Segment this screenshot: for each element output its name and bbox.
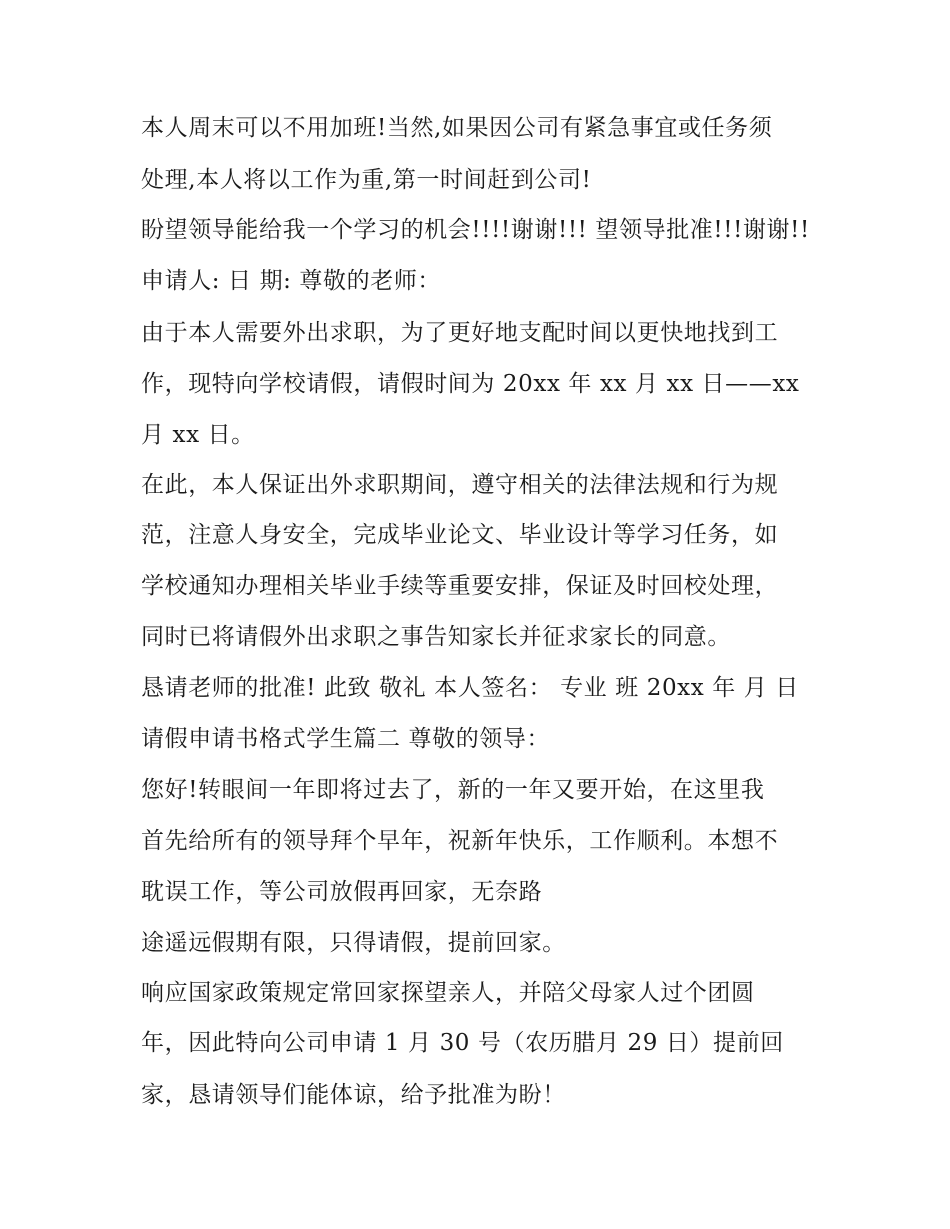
- paragraph-line: 处理,本人将以工作为重,第一时间赶到公司!: [141, 167, 592, 193]
- paragraph-line: 作，现特向学校请假，请假时间为 20xx 年 xx 月 xx 日——xx: [141, 371, 800, 397]
- paragraph-line: 请假申请书格式学生篇二 尊敬的领导：: [141, 726, 551, 752]
- paragraph-line: 您好!转眼间一年即将过去了，新的一年又要开始，在这里我: [141, 777, 765, 803]
- paragraph-line: 恳请老师的批准! 此致 敬礼 本人签名： 专业 班 20xx 年 月 日: [141, 675, 799, 701]
- paragraph-line: 本人周末可以不用加班!当然,如果因公司有紧急事宜或任务须: [141, 115, 773, 141]
- paragraph-line: 同时已将请假外出求职之事告知家长并征求家长的同意。: [141, 624, 731, 650]
- paragraph-line: 途遥远假期有限，只得请假，提前回家。: [141, 930, 566, 956]
- paragraph-line: 响应国家政策规定常回家探望亲人，并陪父母家人过个团圆: [141, 980, 755, 1006]
- paragraph-line: 在此，本人保证出外求职期间，遵守相关的法律法规和行为规: [141, 472, 779, 498]
- paragraph-line: 由于本人需要外出求职，为了更好地支配时间以更快地找到工: [141, 320, 779, 346]
- paragraph-line: 学校通知办理相关毕业手续等重要安排，保证及时回校处理，: [141, 573, 779, 599]
- paragraph-line: 申请人: 日 期: 尊敬的老师：: [141, 268, 442, 294]
- paragraph-line: 年，因此特向公司申请 1 月 30 号（农历腊月 29 日）提前回: [141, 1030, 784, 1056]
- paragraph-line: 月 xx 日。: [141, 422, 255, 448]
- paragraph-line: 盼望领导能给我一个学习的机会!!!!谢谢!!! 望领导批准!!!谢谢!!: [141, 217, 810, 243]
- paragraph-line: 范，注意人身安全，完成毕业论文、毕业设计等学习任务，如: [141, 522, 779, 548]
- paragraph-line: 家，恳请领导们能体谅，给予批准为盼！: [141, 1082, 566, 1108]
- paragraph-line: 耽误工作，等公司放假再回家，无奈路: [141, 879, 543, 905]
- paragraph-line: 首先给所有的领导拜个早年，祝新年快乐，工作顺利。本想不: [141, 828, 779, 854]
